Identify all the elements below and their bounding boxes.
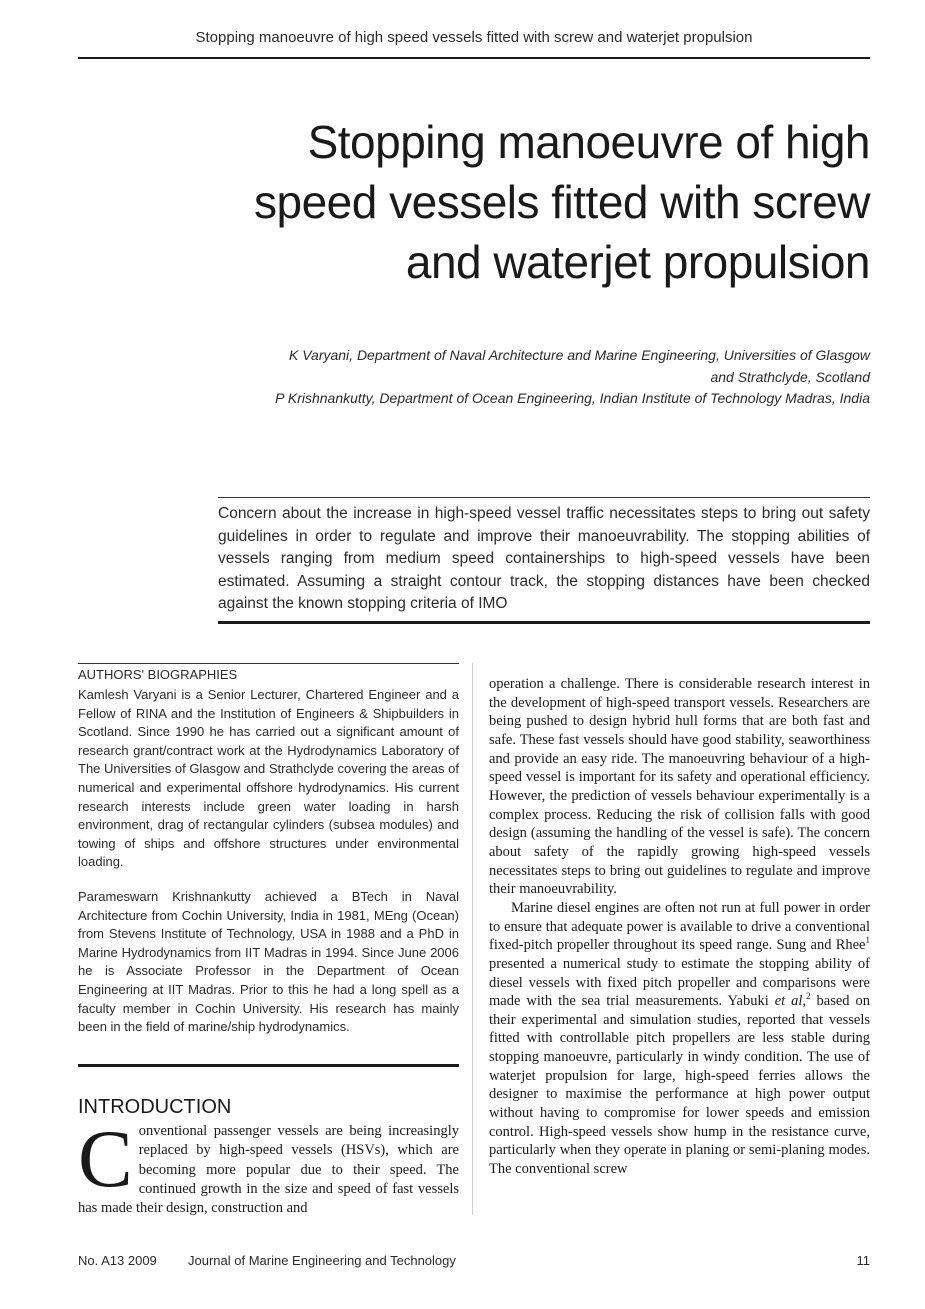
author-line-1: K Varyani, Department of Naval Architecture and Marine Engineering, Universities of Glasgow	[288, 347, 870, 363]
paragraph-2-part-d: based on their experimental and simulation studies, reported that vessels fitted with controllable pitch propellers are less stable during stopping manoeuvre, particularly in windy condition. The use of waterjet propulsion for large, high-speed ferries allows the designer to maximise the performance at high power output without having to compromise for lower speeds and emission control. High-speed vessels show hump in the resistance curve, particularly when they operate in planing or semi-planing modes. The conventional screw	[489, 993, 870, 1178]
paragraph-2-part-b: presented a numerical study to estimate the stopping ability of diesel vessels with fixed pitch propeller and comparisons were made with the sea trial measurements. Yabuki	[489, 955, 870, 1010]
journal-name: Journal of Marine Engineering and Technology	[188, 1253, 456, 1268]
column-divider	[472, 663, 473, 1215]
article-title	[160, 112, 870, 292]
author-line-2: and Strathclyde, Scotland	[710, 368, 870, 385]
biographies-heading: AUTHORS' BIOGRAPHIES	[78, 667, 238, 682]
header-rule	[78, 57, 870, 59]
reference-2: 2	[806, 991, 811, 1002]
section-heading-introduction: INTRODUCTION	[78, 1096, 232, 1118]
biographies-box	[78, 686, 459, 1053]
introduction-body	[78, 1113, 459, 1218]
introduction-text: onventional passenger vessels are being increasingly replaced by high-speed vessels (HSVs), which are becoming more popular due to their speed. The continued growth in the size and speed of fast vessels has made their design, construction and	[78, 1123, 459, 1217]
reference-1: 1	[865, 935, 870, 946]
paragraph-2-part-a: Marine diesel engines are often not run at full power in order to ensure that adequate power is available to drive a conventional fixed-pitch propeller throughout its speed range. Sung and Rhee	[489, 899, 870, 954]
abstract-rule-bottom	[218, 621, 870, 624]
biographies-rule-top	[78, 663, 459, 664]
drop-cap: C	[78, 1113, 133, 1204]
paragraph-2-part-c: ,	[802, 993, 807, 1010]
paragraph-2	[489, 899, 870, 1179]
author-affiliations	[160, 345, 870, 410]
abstract: Concern about the increase in high-speed vessel traffic necessitates steps to bring out safety guidelines in order to regulate and improve their manoeuvrability. The stopping abilities of vessels ranging from medium speed containerships to high-speed vessels have been estimated. Assuming a straight contour track, the stopping distances have been checked against the known stopping criteria of IMO	[218, 505, 870, 612]
abstract-rule-top	[218, 497, 870, 498]
biography-krishnankutty: Parameswarn Krishnankutty achieved a BTech in Naval Architecture from Cochin University, India in 1981, MEng (Ocean) from Stevens Institute of Technology, USA in 1988 and a PhD in Marine Hydrodynamics from IIT Madras in 1994. Since June 2006 he is Associate Professor in the Department of Ocean Engineering at IIT Madras. Prior to this he had a long spell as a faculty member in Cochin University. His research has mainly been in the field of marine/ship hydrodynamics.	[78, 888, 459, 1035]
title-line-2: speed vessels fitted with screw	[254, 176, 870, 228]
running-head: Stopping manoeuvre of high speed vessels fitted with screw and waterjet propulsion	[195, 29, 753, 46]
right-column-body	[489, 675, 870, 1179]
et-al: et al	[774, 993, 803, 1010]
issue-number: No. A13 2009	[78, 1253, 157, 1268]
biography-varyani: Kamlesh Varyani is a Senior Lecturer, Chartered Engineer and a Fellow of RINA and the Institution of Engineers & Shipbuilders in Scotland. Since 1990 he has carried out a significant amount of research grant/contract work at the Hydrodynamics Laboratory of The Universities of Glasgow and Strathclyde covering the areas of numerical and experimental offshore hydrodynamics. His current research interests include green water loading in harsh environment, drag of rectangular cylinders (subsea modules) and towing of ships and offshore structures under environmental loading.	[78, 687, 459, 870]
author-line-3: P Krishnankutty, Department of Ocean Engineering, Indian Institute of Technology Madras, India	[275, 390, 870, 406]
page-number: 11	[856, 1253, 870, 1268]
title-line-3: and waterjet propulsion	[405, 236, 870, 288]
paragraph-1: operation a challenge. There is considerable research interest in the development of high-speed transport vessels. Researchers are being pushed to design hybrid hull forms that are both fast and safe. These fast vessels should have good stability, seaworthiness and provide an easy ride. The manoeuvring behaviour of a high-speed vessel is important for its safety and operational efficiency. However, the prediction of vessels behaviour experimentally is a complex process. Reducing the risk of collision falls with good design (assuming the handling of the vessel is safe). The concern about safety of the rapidly growing high-speed vessels necessitates steps to bring out guidelines to regulate and improve their manoeuvrability.	[489, 676, 870, 898]
biographies-rule-bottom	[78, 1064, 459, 1067]
title-line-1: Stopping manoeuvre of high	[307, 116, 870, 168]
